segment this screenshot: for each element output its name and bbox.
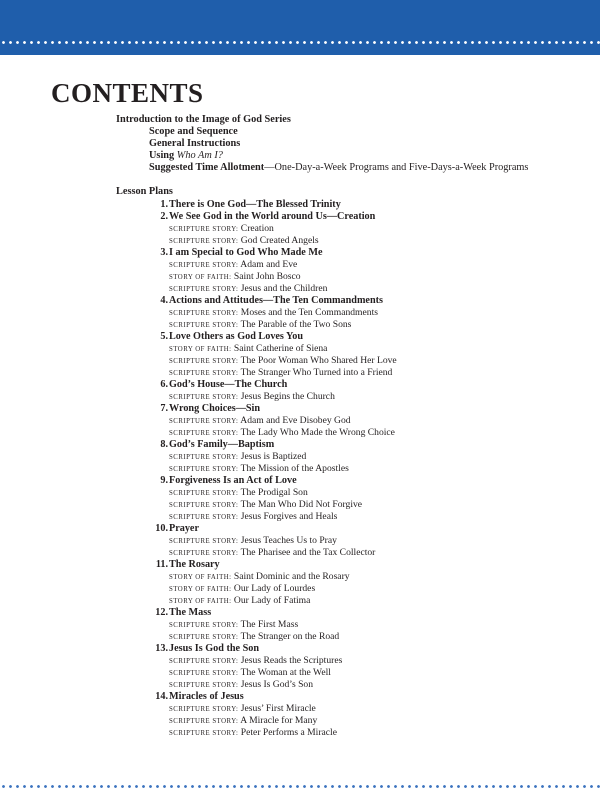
story-title: Peter Performs a Miracle [240, 727, 337, 738]
lesson-item [116, 691, 586, 739]
story-line [116, 319, 586, 331]
story-kind: SCRIPTURE STORY: [169, 226, 239, 233]
story-title: The Poor Woman Who Shared Her Love [240, 355, 397, 366]
story-kind: STORY OF FAITH: [169, 598, 232, 605]
using-prefix: Using [149, 150, 177, 161]
story-title: Saint John Bosco [233, 271, 301, 282]
story-kind: STORY OF FAITH: [169, 274, 232, 281]
story-kind: SCRIPTURE STORY: [169, 454, 239, 461]
story-title: The Prodigal Son [240, 487, 308, 498]
lesson-title: Actions and Attitudes—The Ten Commandments [169, 295, 383, 306]
story-title: The First Mass [240, 619, 299, 630]
lesson-number: 3. [160, 247, 168, 258]
story-title: Our Lady of Lourdes [233, 583, 316, 594]
lesson-item [116, 523, 586, 559]
page-title: CONTENTS [51, 78, 204, 108]
story-kind: SCRIPTURE STORY: [169, 502, 239, 509]
lesson-number: 11. [155, 559, 168, 570]
lesson-title: God’s House—The Church [169, 379, 288, 390]
story-kind: STORY OF FAITH: [169, 346, 232, 353]
lesson-item [116, 439, 586, 475]
story-title: The Stranger Who Turned into a Friend [240, 367, 393, 378]
footer-dot-border [0, 785, 600, 788]
lesson-item [116, 247, 586, 295]
lesson-title: Love Others as God Loves You [169, 331, 304, 342]
story-line [116, 271, 586, 283]
story-line [116, 223, 586, 235]
lesson-number: 9. [160, 475, 168, 486]
lesson-title-row [116, 199, 586, 211]
lesson-title: Miracles of Jesus [169, 691, 244, 702]
story-title: The Lady Who Made the Wrong Choice [240, 427, 395, 438]
header-band [0, 0, 600, 55]
lesson-list [116, 199, 586, 739]
story-line [116, 727, 586, 739]
lesson-item [116, 475, 586, 523]
lesson-number: 12. [155, 607, 168, 618]
story-line [116, 667, 586, 679]
intro-title: Introduction to the Image of God Series [116, 114, 291, 125]
story-line [116, 571, 586, 583]
lesson-title-row [116, 331, 586, 343]
story-kind: SCRIPTURE STORY: [169, 322, 239, 329]
story-kind: SCRIPTURE STORY: [169, 682, 239, 689]
story-kind: SCRIPTURE STORY: [169, 394, 239, 401]
lesson-title: Forgiveness Is an Act of Love [169, 475, 297, 486]
story-title: Jesus Is God’s Son [240, 679, 314, 690]
story-line [116, 583, 586, 595]
lesson-title-row [116, 403, 586, 415]
intro-item-allotment [116, 162, 528, 174]
story-title: The Woman at the Well [240, 667, 331, 678]
story-title: Jesus Forgives and Heals [240, 511, 338, 522]
allotment-detail: —One-Day-a-Week Programs and Five-Days-a-Week Programs [264, 162, 529, 173]
lesson-item [116, 607, 586, 643]
story-title: The Pharisee and the Tax Collector [240, 547, 376, 558]
story-kind: SCRIPTURE STORY: [169, 706, 239, 713]
story-title: The Stranger on the Road [240, 631, 340, 642]
story-line [116, 259, 586, 271]
lesson-item [116, 559, 586, 607]
header-dot-border [0, 41, 600, 44]
lesson-item [116, 211, 586, 247]
lesson-title-row [116, 247, 586, 259]
using-book-title: Who Am I? [176, 150, 223, 161]
story-line [116, 595, 586, 607]
story-line [116, 283, 586, 295]
lesson-item [116, 379, 586, 403]
allotment-label: Suggested Time Allotment [149, 162, 265, 173]
story-line [116, 511, 586, 523]
story-title: Saint Dominic and the Rosary [233, 571, 350, 582]
lesson-title: The Rosary [169, 559, 220, 570]
story-line [116, 367, 586, 379]
story-kind: SCRIPTURE STORY: [169, 262, 239, 269]
story-line [116, 679, 586, 691]
lesson-plans-label: Lesson Plans [116, 186, 173, 197]
story-kind: SCRIPTURE STORY: [169, 622, 239, 629]
story-kind: SCRIPTURE STORY: [169, 430, 239, 437]
story-title: Creation [240, 223, 274, 234]
lesson-title: There is One God—The Blessed Trinity [169, 199, 341, 210]
story-line [116, 631, 586, 643]
story-title: God Created Angels [240, 235, 319, 246]
story-kind: SCRIPTURE STORY: [169, 730, 239, 737]
story-title: Jesus Teaches Us to Pray [240, 535, 337, 546]
lesson-title-row [116, 523, 586, 535]
story-kind: SCRIPTURE STORY: [169, 238, 239, 245]
story-line [116, 355, 586, 367]
story-title: Adam and Eve [240, 259, 298, 270]
story-line [116, 655, 586, 667]
story-line [116, 391, 586, 403]
story-line [116, 703, 586, 715]
story-title: The Parable of the Two Sons [240, 319, 352, 330]
intro-item-using [116, 150, 528, 162]
story-kind: SCRIPTURE STORY: [169, 538, 239, 545]
lesson-number: 6. [160, 379, 168, 390]
story-kind: STORY OF FAITH: [169, 586, 232, 593]
story-title: Adam and Eve Disobey God [240, 415, 351, 426]
story-line [116, 619, 586, 631]
story-line [116, 307, 586, 319]
story-line [116, 415, 586, 427]
lesson-title-row [116, 607, 586, 619]
story-title: The Mission of the Apostles [240, 463, 349, 474]
intro-item-instructions: General Instructions [149, 138, 241, 149]
story-kind: SCRIPTURE STORY: [169, 466, 239, 473]
story-line [116, 487, 586, 499]
story-kind: SCRIPTURE STORY: [169, 370, 239, 377]
story-title: The Man Who Did Not Forgive [240, 499, 363, 510]
lesson-number: 5. [160, 331, 168, 342]
story-line [116, 535, 586, 547]
lesson-title: I am Special to God Who Made Me [169, 247, 323, 258]
story-kind: SCRIPTURE STORY: [169, 718, 239, 725]
story-line [116, 463, 586, 475]
lesson-number: 7. [160, 403, 168, 414]
story-title: Jesus and the Children [240, 283, 328, 294]
lesson-title: The Mass [169, 607, 212, 618]
story-line [116, 547, 586, 559]
lesson-title-row [116, 559, 586, 571]
story-line [116, 235, 586, 247]
story-kind: SCRIPTURE STORY: [169, 358, 239, 365]
lesson-number: 2. [160, 211, 168, 222]
story-line [116, 427, 586, 439]
lesson-title: Prayer [169, 523, 199, 534]
lesson-item [116, 331, 586, 379]
intro-section [116, 114, 528, 174]
story-kind: SCRIPTURE STORY: [169, 514, 239, 521]
lesson-title-row [116, 295, 586, 307]
lesson-title-row [116, 691, 586, 703]
story-title: Jesus’ First Miracle [240, 703, 316, 714]
intro-item-scope: Scope and Sequence [149, 126, 238, 137]
story-line [116, 715, 586, 727]
story-line [116, 343, 586, 355]
story-kind: SCRIPTURE STORY: [169, 658, 239, 665]
story-line [116, 499, 586, 511]
lesson-title: We See God in the World around Us—Creation [169, 211, 376, 222]
story-title: Moses and the Ten Commandments [240, 307, 378, 318]
story-kind: SCRIPTURE STORY: [169, 634, 239, 641]
story-title: Jesus is Baptized [240, 451, 307, 462]
story-title: Saint Catherine of Siena [233, 343, 328, 354]
lesson-title: Jesus Is God the Son [169, 643, 260, 654]
lesson-number: 10. [155, 523, 168, 534]
story-kind: SCRIPTURE STORY: [169, 670, 239, 677]
story-kind: SCRIPTURE STORY: [169, 286, 239, 293]
lesson-title-row [116, 439, 586, 451]
lesson-item [116, 199, 586, 211]
lesson-number: 1. [160, 199, 168, 210]
lesson-title-row [116, 643, 586, 655]
story-title: Our Lady of Fatima [233, 595, 311, 606]
story-title: Jesus Reads the Scriptures [240, 655, 343, 666]
lesson-item [116, 643, 586, 691]
story-title: Jesus Begins the Church [240, 391, 335, 402]
lesson-number: 8. [160, 439, 168, 450]
lesson-number: 14. [155, 691, 168, 702]
lesson-title-row [116, 211, 586, 223]
lesson-title-row [116, 475, 586, 487]
lesson-item [116, 295, 586, 331]
story-title: A Miracle for Many [240, 715, 318, 726]
story-kind: SCRIPTURE STORY: [169, 418, 239, 425]
story-kind: SCRIPTURE STORY: [169, 550, 239, 557]
story-kind: SCRIPTURE STORY: [169, 490, 239, 497]
lesson-title: God’s Family—Baptism [169, 439, 275, 450]
lesson-title-row [116, 379, 586, 391]
story-line [116, 451, 586, 463]
lesson-number: 4. [160, 295, 168, 306]
lesson-number: 13. [155, 643, 168, 654]
lesson-title: Wrong Choices—Sin [169, 403, 261, 414]
lesson-item [116, 403, 586, 439]
story-kind: SCRIPTURE STORY: [169, 310, 239, 317]
story-kind: STORY OF FAITH: [169, 574, 232, 581]
